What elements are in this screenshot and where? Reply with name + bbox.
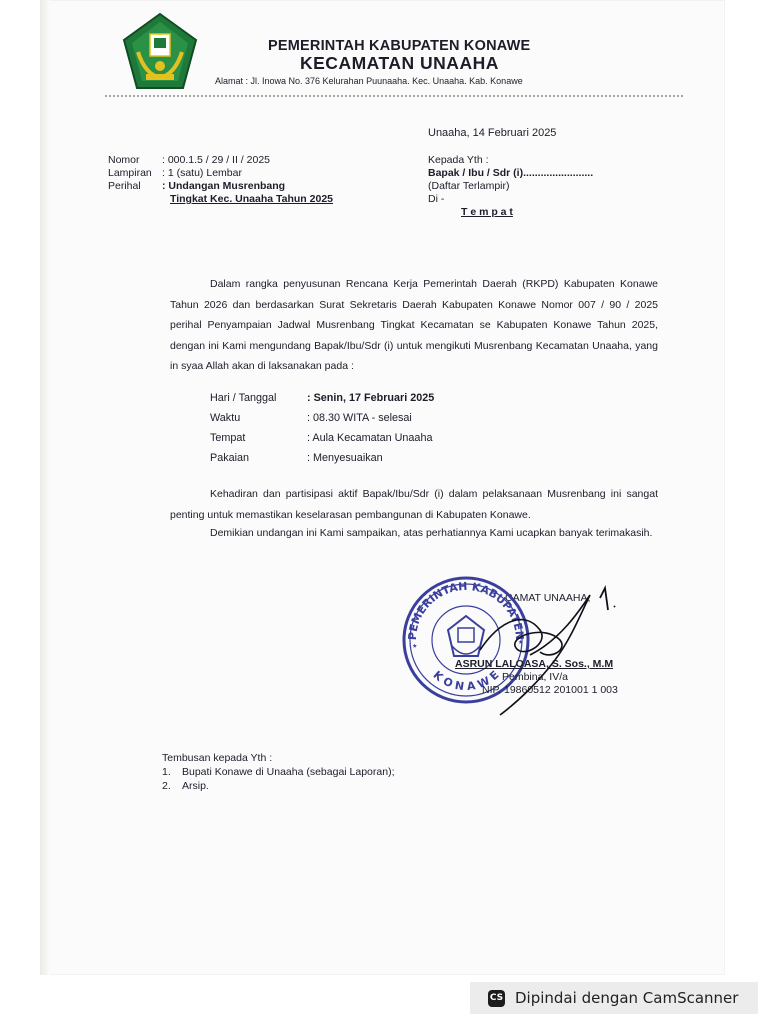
perihal-label: Perihal [108, 180, 141, 192]
detail-label-attire: Pakaian [210, 452, 250, 464]
svg-text:★: ★ [518, 639, 524, 646]
letterhead-government: PEMERINTAH KABUPATEN KONAWE [268, 38, 531, 54]
nomor-value: : 000.1.5 / 29 / II / 2025 [162, 154, 270, 166]
cc-item-2-text: Arsip. [182, 780, 209, 792]
detail-label-place: Tempat [210, 432, 246, 444]
letter-date: Unaaha, 14 Februari 2025 [428, 127, 557, 139]
letterhead-address: Alamat : Jl. Inowa No. 376 Kelurahan Puunaaha. Kec. Unaaha. Kab. Konawe [215, 76, 523, 86]
recipient-greeting: Kepada Yth : [428, 154, 489, 166]
perihal-value-line2: Tingkat Kec. Unaaha Tahun 2025 [170, 193, 333, 205]
signer-title: CAMAT UNAAHA, [505, 592, 591, 604]
signer-name: ASRUN LALOASA, S. Sos., M.M [455, 658, 614, 670]
cc-heading: Tembusan kepada Yth : [162, 752, 273, 764]
detail-value-day: : Senin, 17 Februari 2025 [307, 392, 435, 404]
camscanner-icon: CS [488, 990, 505, 1007]
cc-item-1-text: Bupati Konawe di Unaaha (sebagai Laporan); [182, 766, 395, 778]
nomor-label: Nomor [108, 154, 140, 166]
detail-value-attire: : Menyesuaikan [307, 452, 383, 464]
paragraph-attendance: Kehadiran dan partisipasi aktif Bapak/Ibu/Sdr (i) dalam pelaksanaan Musrenbang ini sangat penting untuk memastikan keselarasan pembangunan di Kabupaten Konawe. [170, 488, 658, 521]
letterhead-divider [105, 95, 683, 97]
handwritten-signature [470, 580, 630, 720]
scan-edge-shadow [40, 0, 50, 975]
perihal-value: : Undangan Musrenbang [162, 180, 286, 192]
cc-item-1-num: 1. [162, 766, 171, 778]
detail-value-time: : 08.30 WITA - selesai [307, 412, 412, 424]
camscanner-badge [470, 982, 758, 1014]
paragraph-opening: Dalam rangka penyusunan Rencana Kerja Pemerintah Daerah (RKPD) Kabupaten Konawe Tahun 2026 dan berdasarkan Surat Sekretaris Daerah Kabupaten Konawe Nomor 007 / 90 / 2025 perihal Penyampaian Jadwal Musrenbang Tingkat Kecamatan se Kabupaten Konawe Tahun 2025, dengan ini Kami mengundang Bapak/Ibu/Sdr (i) untuk mengikuti Musrenbang Kecamatan Unaaha, yang in syaa Allah akan di laksanakan pada : [170, 278, 658, 373]
recipient-di: Di - [428, 193, 445, 205]
signer-rank: Pembina, IV/a [502, 671, 568, 683]
stamp-text-bottom: K O N A W E [430, 668, 502, 694]
paragraph-closing: Demikian undangan ini Kami sampaikan, atas perhatiannya Kami ucapkan banyak terimakasih. [210, 527, 653, 539]
detail-label-day: Hari / Tanggal [210, 392, 277, 404]
letterhead-district: KECAMATAN UNAAHA [300, 53, 499, 73]
recipient-note: (Daftar Terlampir) [428, 180, 510, 192]
detail-value-place: : Aula Kecamatan Unaaha [307, 432, 433, 444]
detail-label-time: Waktu [210, 412, 241, 424]
konawe-emblem-icon [120, 12, 200, 92]
signer-nip: NIP. 19860512 201001 1 003 [482, 684, 618, 696]
lampiran-label: Lampiran [108, 167, 152, 179]
cc-item-2-num: 2. [162, 780, 171, 792]
recipient-name: Bapak / Ibu / Sdr (i)........................ [428, 167, 594, 179]
stamp-text-top: PEMERINTAH KABUPATEN [405, 579, 527, 641]
recipient-place: T e m p a t [461, 206, 513, 218]
camscanner-label: Dipindai dengan CamScanner [515, 989, 739, 1007]
svg-text:★: ★ [410, 642, 419, 650]
lampiran-value: : 1 (satu) Lembar [162, 167, 242, 179]
